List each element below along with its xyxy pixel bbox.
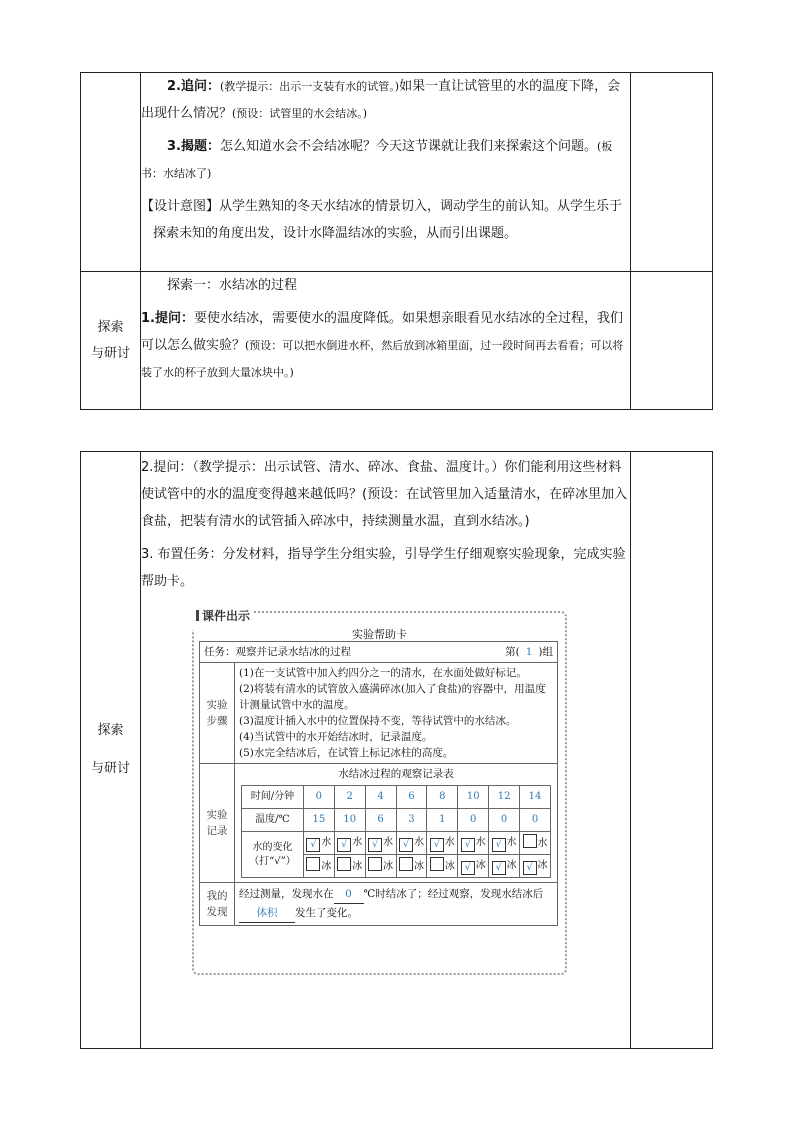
task-paragraph: [141, 541, 630, 595]
checkbox-icon: [337, 857, 351, 871]
teaching-hint: (教学提示：出示一支装有水的试管。): [219, 80, 400, 93]
followup-text: 如果一直让试管里的水的温度下降，会出现什么情况？: [141, 79, 621, 121]
volume-answer: 体积: [239, 904, 295, 923]
content-cell: [141, 73, 631, 272]
reveal-heading: 3.揭题：: [167, 139, 220, 154]
water-change-row: [242, 832, 551, 855]
record-value: 0: [303, 786, 334, 809]
task-label: 任务：观察并记录水结冰的过程: [204, 646, 351, 658]
design-intent-paragraph: [141, 193, 630, 247]
step-item: (1)在一支试管中加入约四分之一的清水，在水面处做好标记。: [239, 667, 527, 679]
checkbox-icon: [399, 857, 413, 871]
question-paragraph: [141, 454, 630, 535]
lesson-table-2: [80, 451, 713, 1049]
task-heading: 3. 布置任务：: [141, 547, 223, 562]
water-change-cell: 水: [520, 832, 551, 855]
record-value: 14: [520, 786, 551, 809]
ice-change-cell: √ 冰: [520, 855, 551, 878]
checkbox-icon: √: [430, 838, 444, 852]
design-intent-text: 从学生熟知的冬天水结冰的情景切入，调动学生的前认知。从学生乐于探索未知的角度出发，设计水降温结冰的实验，从而引出课题。: [153, 199, 623, 241]
stage-label-line2: 与研讨: [90, 761, 130, 776]
checkbox-icon: √: [399, 838, 413, 852]
record-cell: [235, 764, 558, 883]
question-paragraph: [141, 305, 630, 386]
step-item: (2)将装有清水的试管放入盛满碎冰(加入了食盐)的容器中，用温度计测量试管中水的温度。: [239, 683, 546, 711]
reveal-topic-paragraph: [141, 133, 630, 187]
record-row-label: 时间/分钟: [242, 786, 304, 809]
record-value: 10: [458, 786, 489, 809]
card-table: [199, 641, 558, 926]
checkbox-icon: √: [368, 838, 382, 852]
record-value: 6: [365, 809, 396, 832]
checkbox-icon: [430, 857, 444, 871]
followup-question-paragraph: [141, 73, 630, 127]
freezing-temp-answer: 0: [334, 885, 364, 904]
step-item: (5)水完全结冰后，在试管上标记冰柱的高度。: [239, 747, 454, 759]
water-change-cell: √ 水: [365, 832, 396, 855]
record-value: 10: [334, 809, 365, 832]
checkbox-icon: [368, 857, 382, 871]
record-value: 15: [303, 809, 334, 832]
lesson-table-1: [80, 72, 713, 410]
notes-cell: [631, 452, 713, 1049]
checkbox-icon: √: [337, 838, 351, 852]
record-table-title: 水结冰过程的观察记录表: [338, 768, 454, 780]
water-change-cell: √ 水: [334, 832, 365, 855]
water-change-cell: √ 水: [458, 832, 489, 855]
explore-one-title: 探索一：水结冰的过程: [167, 278, 298, 293]
tag-bar-icon: [196, 610, 199, 621]
record-value: 0: [458, 809, 489, 832]
record-value: 3: [396, 809, 427, 832]
question-heading: 2.提问：: [141, 460, 193, 475]
checkbox-icon: √: [492, 838, 506, 852]
checkbox-icon: √: [461, 861, 475, 875]
ice-change-cell: 冰: [396, 855, 427, 878]
task-text: 分发材料，指导学生分组实验，引导学生仔细观察实验现象，完成实验帮助卡。: [141, 547, 626, 589]
steps-cell: [235, 663, 558, 764]
stage-cell: [81, 452, 141, 1049]
record-value: 0: [489, 809, 520, 832]
reveal-text: 怎么知道水会不会结冰呢？今天这节课就让我们来探索这个问题。: [219, 139, 597, 154]
ice-change-cell: 冰: [303, 855, 334, 878]
record-value: 4: [365, 786, 396, 809]
ice-change-cell: 冰: [334, 855, 365, 878]
water-change-cell: √ 水: [489, 832, 520, 855]
record-value: 2: [334, 786, 365, 809]
checkbox-icon: √: [461, 838, 475, 852]
board-note: (板书：水结冰了): [141, 140, 613, 180]
checkbox-icon: √: [306, 838, 320, 852]
ice-change-cell: √ 冰: [458, 855, 489, 878]
record-row-label: 温度/℃: [242, 809, 304, 832]
record-value: 12: [489, 786, 520, 809]
water-change-cell: √ 水: [427, 832, 458, 855]
record-value: 1: [427, 809, 458, 832]
question-text: （教学提示：出示试管、清水、碎冰、食盐、温度计。）你们能利用这些材料使试管中的水的温度变得越来越低吗？(预设：在试管里加入适量清水，在碎冰里加入食盐，把装有清水的试管插入碎冰中，持续测量水温，直到水结冰。): [141, 460, 628, 529]
record-row: [242, 786, 551, 809]
record-row: [242, 809, 551, 832]
question-heading: 1.提问：: [141, 311, 194, 326]
step-item: (3)温度计插入水中的位置保持不变，等待试管中的水结冰。: [239, 715, 517, 727]
record-value: 0: [520, 809, 551, 832]
steps-label: 实验步骤: [200, 663, 235, 764]
record-value: 6: [396, 786, 427, 809]
ice-change-cell: √ 冰: [489, 855, 520, 878]
stage-label-line2: 与研讨: [90, 345, 130, 361]
task-row: [200, 642, 558, 663]
step-item: (4)当试管中的水开始结冰时，记录温度。: [239, 731, 433, 743]
checkbox-icon: √: [523, 861, 537, 875]
notes-cell: [631, 272, 713, 410]
record-row-label: 水的变化（打“√”）: [242, 832, 304, 878]
group-number: 第( 1 )组: [505, 646, 553, 658]
stage-cell-empty: [81, 73, 141, 272]
stage-label-line1: 探索: [97, 723, 124, 738]
record-label: 实验记录: [200, 764, 235, 883]
finding-cell: 经过测量，发现水在 0 ℃时结冰了；经过观察，发现水结冰后体积 发生了变化。: [235, 883, 558, 926]
observation-record-table: [241, 785, 551, 878]
preset-note: (预设：可以把水倒进水杯，然后放到冰箱里面，过一段时间再去看看；可以将装了水的杯子放到大量冰块中。): [141, 339, 624, 379]
record-value: 8: [427, 786, 458, 809]
followup-heading: 2.追问：: [167, 79, 220, 94]
stage-cell: [81, 272, 141, 410]
water-change-cell: √ 水: [303, 832, 334, 855]
card-title: 实验帮助卡: [352, 628, 407, 641]
checkbox-icon: √: [492, 861, 506, 875]
stage-label-line1: 探索: [97, 319, 124, 335]
courseware-tag: 课件出示: [192, 603, 254, 630]
notes-cell: [631, 73, 713, 272]
question-text: 要使水结冰，需要使水的温度降低。如果想亲眼看见水结冰的全过程，我们可以怎么做实验？: [141, 311, 623, 353]
checkbox-icon: [306, 857, 320, 871]
finding-label: 我的发现: [200, 883, 235, 926]
content-cell: [141, 272, 631, 410]
experiment-help-card: [192, 611, 567, 975]
ice-change-cell: 冰: [365, 855, 396, 878]
design-intent-heading: 【设计意图】: [141, 199, 220, 214]
water-change-cell: √ 水: [396, 832, 427, 855]
checkbox-icon: [523, 834, 537, 848]
content-cell: [141, 452, 631, 1049]
ice-change-cell: 冰: [427, 855, 458, 878]
preset-note: (预设：试管里的水会结冰。): [232, 107, 368, 120]
